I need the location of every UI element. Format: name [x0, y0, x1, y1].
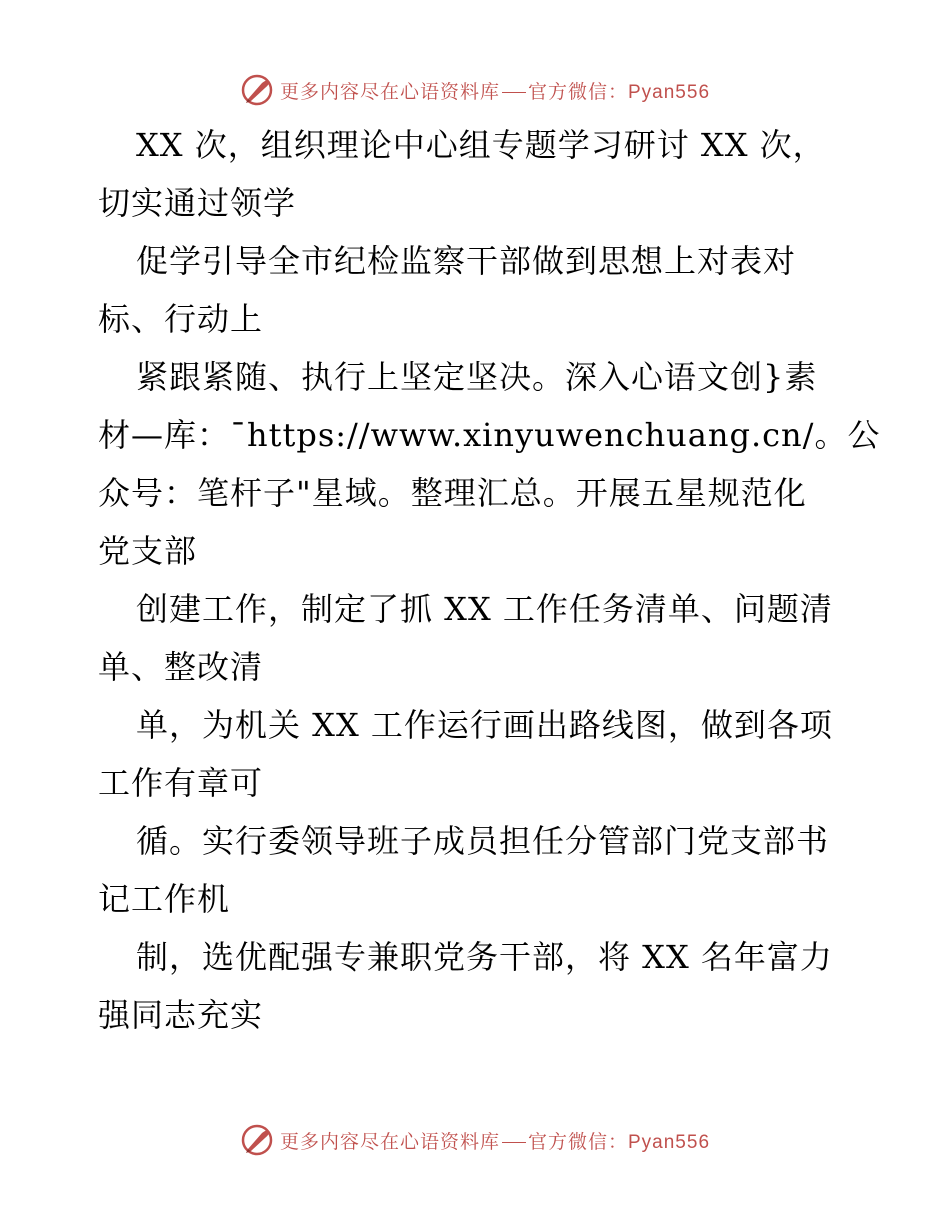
banner-divider [502, 1142, 526, 1143]
body-line: 记工作机 [98, 880, 231, 918]
body-line: XX 次，组织理论中心组专题学习研讨 XX 次， [136, 126, 826, 164]
banner-wechat-account: Pyan556 [628, 81, 711, 103]
banner-wechat-label: 官方微信： [527, 1130, 628, 1153]
body-line: 制，选优配强专兼职党务干部，将 XX 名年富力 [136, 938, 833, 976]
banner-slogan [280, 77, 710, 104]
body-line: 标、行动上 [98, 300, 264, 338]
body-line: 循。实行委领导班子成员担任分管部门党支部书 [136, 822, 830, 860]
body-line: 单、整改清 [98, 648, 264, 686]
banner-wechat-account: Pyan556 [628, 1131, 711, 1153]
banner-wechat-label: 官方微信： [527, 80, 628, 103]
banner-title: 更多内容尽在心语资料库 [279, 80, 500, 103]
body-line: 材—库：¯https://www.xinyuwenchuang.cn/。公 [98, 416, 881, 454]
body-line: 创建工作，制定了抓 XX 工作任务清单、问题清 [136, 590, 833, 628]
body-line: 切实通过领学 [98, 184, 297, 222]
body-line: 强同志充实 [98, 996, 264, 1034]
header-banner [0, 70, 950, 110]
banner-slogan [280, 1127, 710, 1154]
quill-pen-logo-icon [240, 1123, 274, 1157]
banner-divider [502, 92, 526, 93]
body-line: 党支部 [98, 532, 198, 570]
banner-title: 更多内容尽在心语资料库 [279, 1130, 500, 1153]
body-line: 工作有章可 [98, 764, 264, 802]
document-body [98, 116, 881, 1044]
body-line: 促学引导全市纪检监察干部做到思想上对表对 [136, 242, 797, 280]
footer-banner [0, 1120, 950, 1160]
body-line: 单，为机关 XX 工作运行画出路线图，做到各项 [136, 706, 833, 744]
body-line: 紧跟紧随、执行上坚定坚决。深入心语文创}素 [136, 358, 818, 396]
quill-pen-logo-icon [240, 73, 274, 107]
body-line: 众号：笔杆子"星域。整理汇总。开展五星规范化 [98, 474, 807, 512]
